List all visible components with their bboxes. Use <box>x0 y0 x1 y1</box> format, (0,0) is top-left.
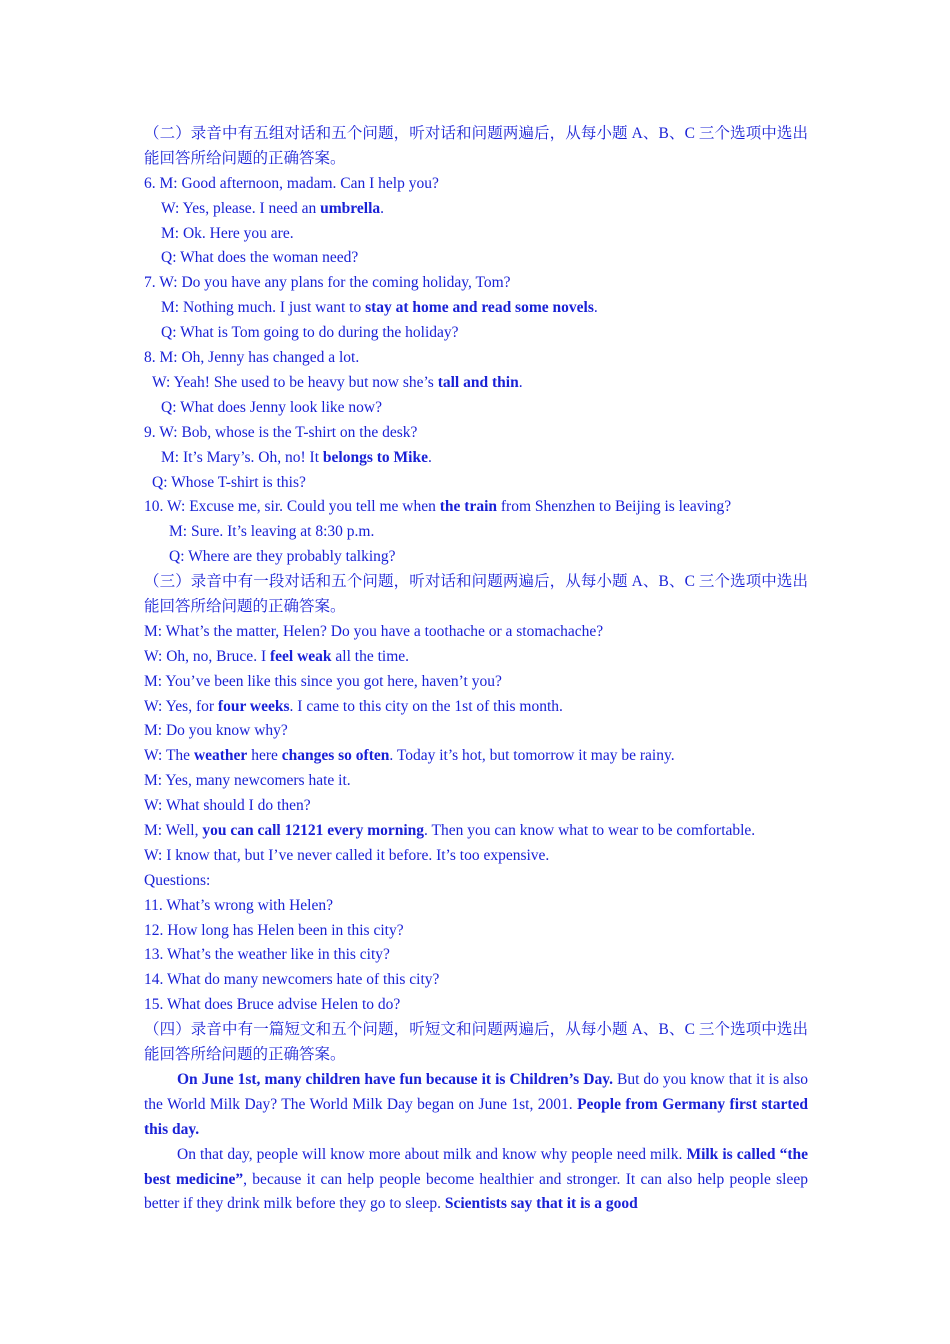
dialogue-line: M: What’s the matter, Helen? Do you have a toothache or a stomachache? <box>144 622 604 640</box>
section3-instruction: （三）录音中有一段对话和五个问题，听对话和问题两遍后，从每小题 A、B、C 三个选项中选出能回答所给问题的正确答案。 <box>144 573 808 615</box>
question-item: 13. What’s the weather like in this city? <box>144 946 390 964</box>
q10-question: Q: Where are they probably talking? <box>169 548 396 566</box>
document-page <box>144 122 808 1217</box>
key-phrase: Scientists say that it is a good <box>444 1195 638 1213</box>
q6-line2: W: Yes, please. I need an umbrella. <box>161 199 384 217</box>
dialogue-line: W: I know that, but I’ve never called it before. It’s too expensive. <box>144 846 550 864</box>
key-phrase: the train <box>439 498 498 516</box>
q7-line1: 7. W: Do you have any plans for the coming holiday, Tom? <box>144 274 511 292</box>
q7-line2: M: Nothing much. I just want to stay at home and read some novels. <box>161 299 598 317</box>
q8-line2: W: Yeah! She used to be heavy but now she’s tall and thin. <box>152 373 523 391</box>
section4-instruction: （四）录音中有一篇短文和五个问题，听短文和问题两遍后，从每小题 A、B、C 三个选项中选出能回答所给问题的正确答案。 <box>144 1021 808 1064</box>
dialogue-line: W: The weather here changes so often. Today it’s hot, but tomorrow it may be rainy. <box>144 747 675 765</box>
key-phrase: Milk is called “the best medicine” <box>144 1145 808 1188</box>
q8-line1: 8. M: Oh, Jenny has changed a lot. <box>144 349 360 367</box>
q10-line1: 10. W: Excuse me, sir. Could you tell me when the train from Shenzhen to Beijing is leaving? <box>144 498 732 516</box>
dialogue-line: M: Do you know why? <box>144 722 288 740</box>
dialogue-line: W: Oh, no, Bruce. I feel weak all the time. <box>144 647 410 665</box>
questions-label: Questions: <box>144 871 211 889</box>
q8-question: Q: What does Jenny look like now? <box>161 398 382 416</box>
q9-question: Q: Whose T-shirt is this? <box>152 473 306 491</box>
passage-paragraph-2: On that day, people will know more about milk and know why people need milk. Milk is called “the best medicine”, because it can help people become healthier and stronger. It can also help people sleep better if they drink milk before they go to sleep. Scientists say that it is a good <box>144 1145 808 1213</box>
q9-line1: 9. W: Bob, whose is the T-shirt on the desk? <box>144 423 418 441</box>
key-phrase: belongs to Mike <box>322 448 428 466</box>
question-item: 11. What’s wrong with Helen? <box>144 896 333 914</box>
q7-question: Q: What is Tom going to do during the holiday? <box>161 324 459 342</box>
key-phrase: tall and thin <box>437 373 519 391</box>
key-phrase: four weeks <box>217 697 290 715</box>
passage-paragraph-1: On June 1st, many children have fun because it is Children’s Day. But do you know that it is also the World Milk Day? The World Milk Day began on June 1st, 2001. People from Germany first started this day. <box>144 1070 808 1138</box>
dialogue-line: M: Well, you can call 12121 every morning. Then you can know what to wear to be comfortable. <box>144 822 756 839</box>
q6-question: Q: What does the woman need? <box>161 249 359 267</box>
key-phrase: People from Germany first started this day. <box>144 1095 808 1138</box>
q6-line1: 6. M: Good afternoon, madam. Can I help you? <box>144 174 439 192</box>
dialogue-line: M: Yes, many newcomers hate it. <box>144 772 351 790</box>
question-item: 12. How long has Helen been in this city? <box>144 921 404 939</box>
dialogue-line: W: What should I do then? <box>144 797 311 815</box>
question-item: 15. What does Bruce advise Helen to do? <box>144 996 401 1014</box>
q6-line3: M: Ok. Here you are. <box>161 224 294 242</box>
q10-line2: M: Sure. It’s leaving at 8:30 p.m. <box>169 523 375 541</box>
key-phrase: stay at home and read some novels <box>365 299 594 317</box>
key-phrase: On June 1st, many children have fun because it is Children’s Day. <box>177 1070 613 1088</box>
q9-line2: M: It’s Mary’s. Oh, no! It belongs to Mike. <box>161 448 432 466</box>
key-phrase: umbrella <box>320 199 381 217</box>
question-item: 14. What do many newcomers hate of this city? <box>144 971 440 989</box>
key-phrase: changes so often <box>281 747 390 765</box>
dialogue-line: M: You’ve been like this since you got here, haven’t you? <box>144 672 502 690</box>
dialogue-line: W: Yes, for four weeks. I came to this city on the 1st of this month. <box>144 697 563 715</box>
key-phrase: feel weak <box>269 647 332 665</box>
section2-instruction: （二）录音中有五组对话和五个问题，听对话和问题两遍后，从每小题 A、B、C 三个选项中选出能回答所给问题的正确答案。 <box>144 125 808 167</box>
key-phrase: weather <box>193 747 248 765</box>
key-phrase: you can call 12121 every morning <box>202 822 425 839</box>
